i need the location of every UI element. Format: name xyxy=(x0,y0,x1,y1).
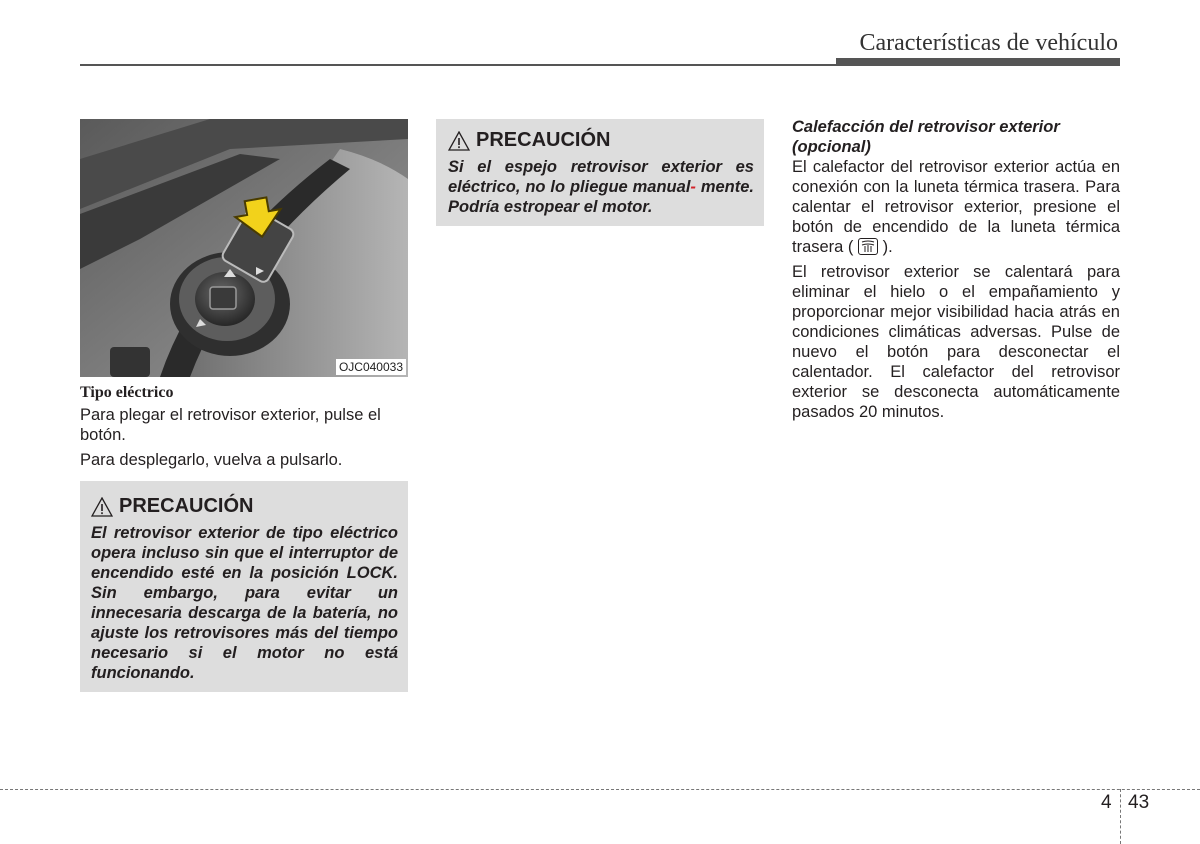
paragraph: Para desplegarlo, vuelva a pulsarlo. xyxy=(80,451,343,469)
paragraph: Para plegar el retrovisor exterior, pulse el botón. xyxy=(80,406,381,444)
right-column xyxy=(792,117,1120,427)
warning-triangle-icon xyxy=(448,131,470,151)
paragraph: El retrovisor exterior se calentará para eliminar el hielo o el empañamiento y proporcionar mejor visibilidad hacia atrás en condiciones climáticas adversas. Pulse de nuevo el botón para desconectar el calentador. El calefactor del retrovisor exterior se desconecta automáticamente pasados 20 minutos. xyxy=(792,263,1120,421)
footer-dashed-rule xyxy=(0,789,1200,790)
page-header-title: Características de vehículo xyxy=(859,30,1118,56)
caution-body-line1: Si el espejo retrovisor exterior es eléctrico, no lo pliegue manual xyxy=(448,158,754,196)
paragraph-text: ). xyxy=(882,238,893,256)
caution-title: PRECAUCIÓN xyxy=(119,495,254,517)
caution-body xyxy=(448,157,754,217)
caution-body-line2: mente. Podría estropear el motor. xyxy=(448,178,754,216)
caution-box-electric xyxy=(80,481,408,692)
warning-triangle-icon xyxy=(91,497,113,517)
page-number: 43 xyxy=(1128,792,1150,813)
footer-vertical-divider xyxy=(1120,789,1121,844)
caution-title-row xyxy=(91,495,398,518)
paragraph xyxy=(792,157,1120,257)
chapter-number: 4 xyxy=(1101,792,1112,813)
section-heading: Calefacción del retrovisor exterior (opcional) xyxy=(792,118,1060,156)
caution-title: PRECAUCIÓN xyxy=(476,129,611,151)
caution-title-row xyxy=(448,129,754,152)
rear-defrost-icon xyxy=(858,238,878,255)
header-bar xyxy=(836,58,1120,66)
header-rule xyxy=(80,64,836,66)
section-subhead: Tipo eléctrico xyxy=(80,384,174,401)
figure-code: OJC040033 xyxy=(336,359,406,375)
left-text-block xyxy=(80,405,410,475)
paragraph-text: El calefactor del retrovisor exterior actúa en conexión con la luneta térmica trasera. Para calentar el retrovisor exterior, presione el botón de encendido de la luneta térmica trasera ( xyxy=(792,158,1120,256)
caution-hyphen: - xyxy=(690,178,696,196)
mirror-switch-illustration xyxy=(80,119,408,377)
caution-body: El retrovisor exterior de tipo eléctrico opera incluso sin que el interruptor de encendido esté en la posición LOCK. Sin embargo, para evitar un innecesaria descarga de la batería, no ajuste los retrovisores más del tiempo necesario si el motor no está funcionando. xyxy=(91,524,398,682)
mirror-switch-figure xyxy=(80,119,408,377)
caution-box-manual-fold xyxy=(436,119,764,226)
